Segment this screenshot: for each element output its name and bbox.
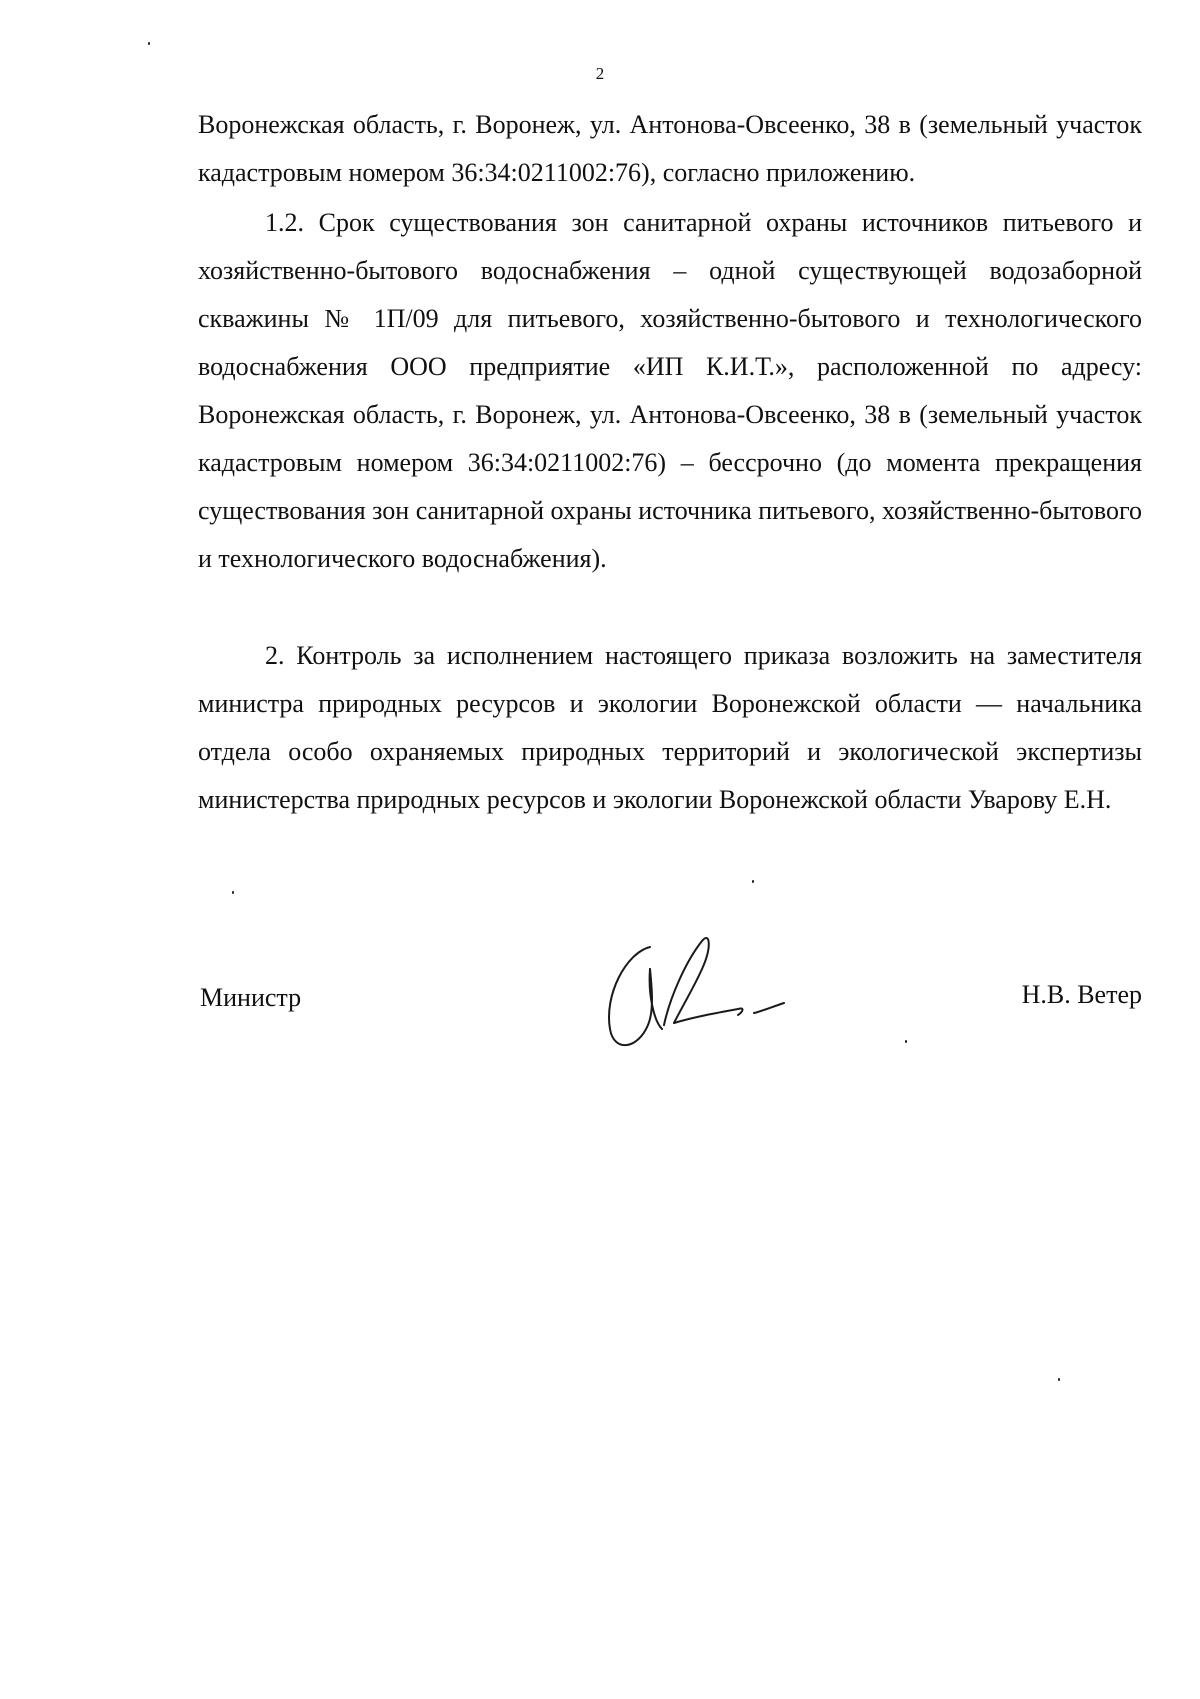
paragraph-clause-2	[198, 632, 1142, 824]
handwritten-signature	[598, 925, 838, 1065]
paragraph-text: 2. Контроль за исполнением настоящего приказа возложить на заместителя министра природных ресурсов и экологии Воронежской области — начальника отдела особо охраняемых природных территорий и экологической экспертизы министерства природных ресурсов и экологии Воронежской области Уварову Е.Н.	[198, 641, 1142, 814]
signatory-name: Н.В. Ветер	[1021, 980, 1142, 1009]
scan-speck	[148, 42, 150, 45]
signatory-title: Министр	[200, 983, 302, 1012]
paragraph-text: Воронежская область, г. Воронеж, ул. Антонова-Овсеенко, 38 в (земельный участок кадастровым номером 36:34:0211002:76), согласно приложению.	[198, 110, 1142, 187]
scan-speck	[752, 880, 754, 883]
paragraph-text: 1.2. Срок существования зон санитарной охраны источников питьевого и хозяйственно-бытового водоснабжения – одной существующей водозаборной скважины № 1П/09 для питьевого, хозяйственно-бытового и технологического водоснабжения ООО предприятие «ИП К.И.Т.», расположенной по адресу: Воронежская область, г. Воронеж, ул. Антонова-Овсеенко, 38 в (земельный участок кадастровым номером 36:34:0211002:76) – бессрочно (до момента прекращения существования зон санитарной охраны источника питьевого, хозяйственно-бытового и технологического водоснабжения).	[198, 208, 1142, 573]
paragraph-clause-1-2	[198, 199, 1142, 583]
paragraph-continuation	[198, 101, 1142, 197]
page-number: 2	[595, 64, 605, 83]
scan-speck	[905, 1040, 907, 1043]
scan-speck	[232, 891, 234, 894]
scan-speck	[1058, 1378, 1060, 1381]
